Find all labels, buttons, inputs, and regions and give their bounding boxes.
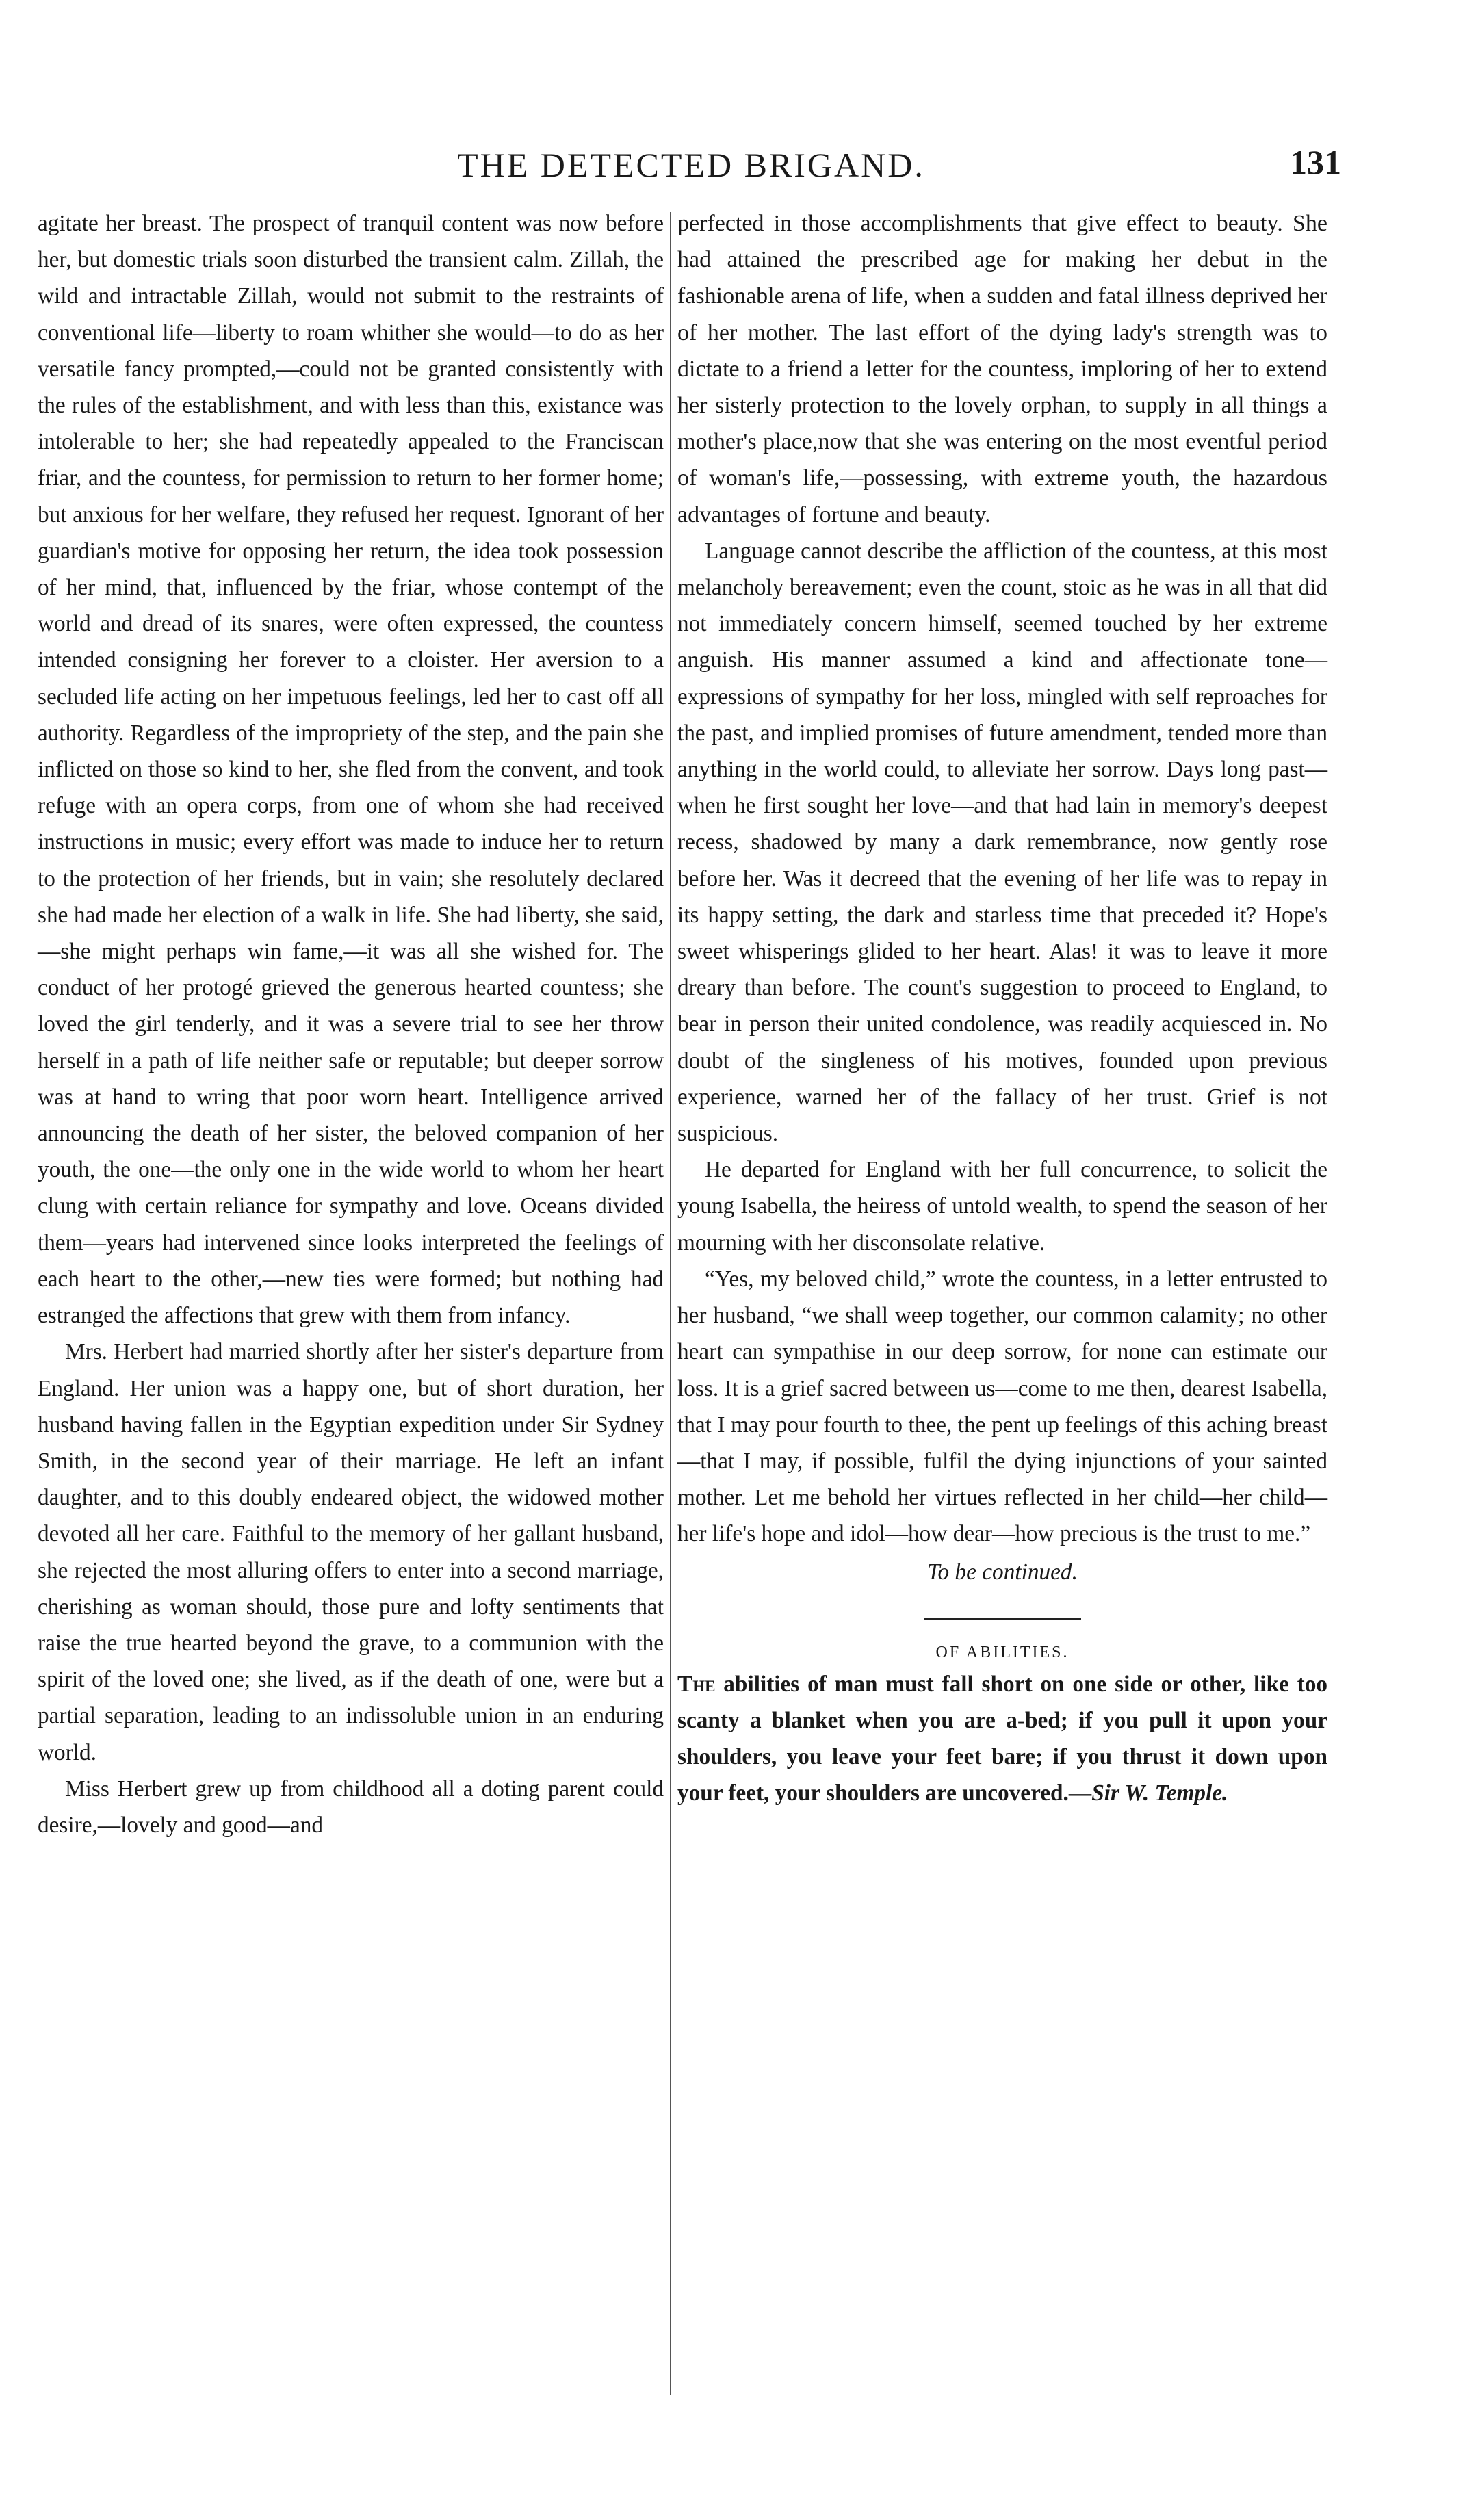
to-be-continued: To be continued. — [927, 1559, 1078, 1585]
left-paragraph-2: Mrs. Herbert had married shortly after her sister's departure from England. Her union was a happy one, but of short duration, her husband having fallen in the Egyptian expedition under Sir Sydney Smith, in the second year of their marriage. He left an infant daughter, and to this doubly endeared object, the widowed mother devoted all her care. Faithful to the memory of her gallant husband, she rejected the most alluring offers to enter into a second marriage, cherishing as woman should, those pure and lofty sentiments that raise the true hearted beyond the grave, to a communion with the spirit of the loved one; she lived, as if the death of one, were but a partial separation, leading to an indissoluble union in an enduring world. — [38, 1339, 664, 1765]
section-divider — [924, 1618, 1081, 1620]
essay-body: abilities of man must fall short on one side or other, like too scanty a blanket when you are a-bed; if you pull it upon your shoulders, you leave your feet bare; if you thrust it down upon your feet, your shoulders are uncovered.— — [677, 1671, 1327, 1806]
left-paragraph-1: agitate her breast. The prospect of tranquil content was now before her, but domestic trials soon disturbed the transient calm. Zillah, the wild and intractable Zillah, would not submit to the restraints of conventional life—liberty to roam whither she would—to do as her versatile fancy prompted,—could not be granted consistently with the rules of the establishment, and with less than this, existance was intolerable to her; she had repeatedly appealed to the Franciscan friar, and the countess, for permission to return to her former home; but anxious for her welfare, they refused her request. Ignorant of her guardian's motive for opposing her return, the idea took possession of her mind, that, influenced by the friar, whose contempt of the world and dread of its snares, were often expressed, the countess intended consigning her forever to a cloister. Her aversion to a secluded life acting on her impetuous feelings, led her to cast off all authority. Regardless of the impropriety of the step, and the pain she inflicted on those so kind to her, she fled from the convent, and took refuge with an opera corps, from one of whom she had received instructions in music; every effort was made to induce her to return to the protection of her friends, but in vain; she resolutely declared she had made her election of a walk in life. She had liberty, she said,—she might perhaps win fame,—it was all she wished for. The conduct of her protogé grieved the generous hearted countess; she loved the girl tenderly, and it was a severe trial to see her throw herself in a path of life neither safe or reputable; but deeper sorrow was at hand to wring that poor worn heart. Intelligence arrived announcing the death of her sister, the beloved companion of her youth, the one—the only one in the wide world to whom her heart clung with certain reliance for sympathy and love. Oceans divided them—years had intervened since looks interpreted the feelings of each heart to the other,—new ties were formed; but nothing had estranged the affections that grew with them from infancy. — [38, 211, 664, 1329]
left-paragraph-3: Miss Herbert grew up from childhood all a doting parent could desire,—lovely and good—and — [38, 1776, 664, 1838]
essay-text — [677, 1666, 1327, 1812]
running-title: THE DETECTED BRIGAND. — [457, 146, 925, 184]
essay-lead: The — [677, 1671, 716, 1697]
right-paragraph-3: He departed for England with her full concurrence, to solicit the young Isabella, the heiress of untold wealth, to spend the season of her mourning with her disconsolate relative. — [677, 1157, 1327, 1256]
column-divider — [670, 212, 671, 2395]
right-paragraph-4: “Yes, my beloved child,” wrote the countess, in a letter entrusted to her husband, “we shall weep together, our common calamity; no other heart can sympathise in our deep sorrow, for none can estimate our loss. It is a grief sacred between us—come to me then, dearest Isabella, that I may pour fourth to thee, the pent up feelings of this aching breast—that I may, if possible, fulfil the dying injunctions of your sainted mother. Let me behold her virtues reflected in her child—her child—her life's hope and idol—how dear—how precious is the trust to me.” — [677, 1266, 1327, 1547]
right-paragraph-2: Language cannot describe the affliction of the countess, at this most melancholy bereavement; even the count, stoic as he was in all that did not immediately concern himself, seemed touched by her extreme anguish. His manner assumed a kind and affectionate tone—expressions of sympathy for her loss, mingled with self reproaches for the past, and implied promises of future amendment, tended more than anything in the world could, to alleviate her sorrow. Days long past—when he first sought her love—and that had lain in memory's deepest recess, shadowed by many a dark remembrance, now gently rose before her. Was it decreed that the evening of her life was to repay in its happy setting, the dark and starless time that preceded it? Hope's sweet whisperings glided to her heart. Alas! it was to leave it more dreary than before. The count's suggestion to proceed to England, to bear in person their united condolence, was readily acquiesced in. No doubt of the singleness of his motives, founded upon previous experience, warned her of the fallacy of her trust. Grief is not suspicious. — [677, 538, 1327, 1147]
left-column — [38, 205, 664, 1843]
right-paragraph-1: perfected in those accomplishments that give effect to beauty. She had attained the prescribed age for making her debut in the fashionable arena of life, when a sudden and fatal illness deprived her of her mother. The last effort of the dying lady's strength was to dictate to a friend a letter for the countess, imploring of her to extend her sisterly protection to the lovely orphan, to supply in all things a mother's place,now that she was entering on the most eventful period of woman's life,—possessing, with extreme youth, the hazardous advantages of fortune and beauty. — [677, 211, 1327, 528]
essay-title: OF ABILITIES. — [935, 1643, 1069, 1661]
page-number: 131 — [1290, 143, 1341, 181]
right-column — [677, 205, 1327, 1812]
running-head — [41, 137, 1341, 192]
essay-attribution: Sir W. Temple. — [1091, 1780, 1228, 1806]
